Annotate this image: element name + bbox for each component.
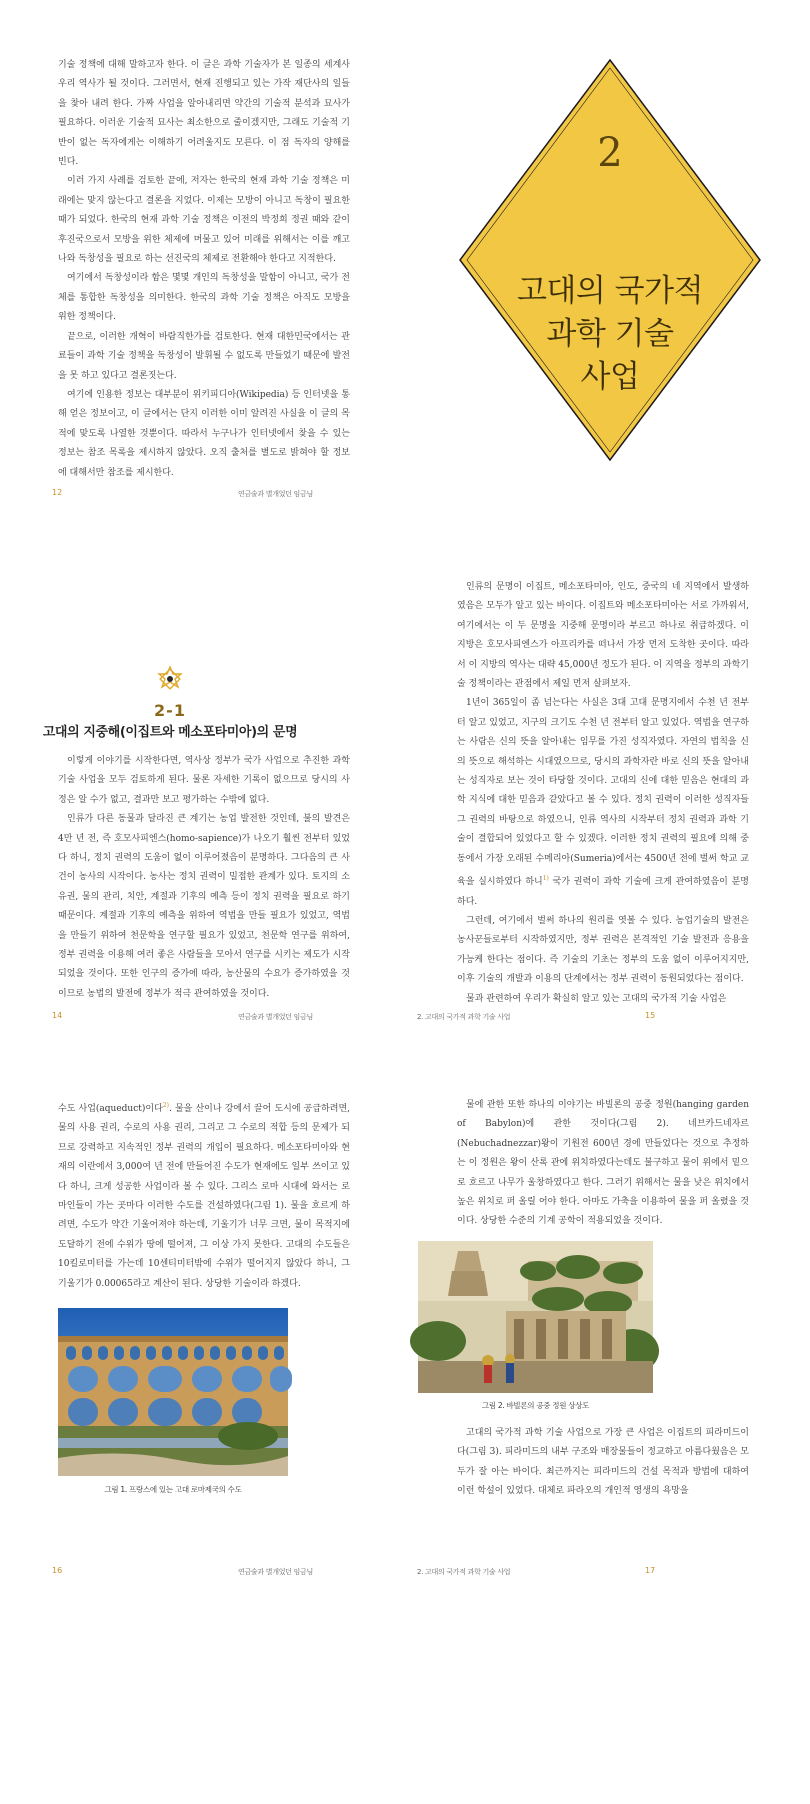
paragraph: 이렇게 이야기를 시작한다면, 역사상 정부가 국가 사업으로 추진한 과학 기술 사업을 모두 검토하게 된다. 물론 자세한 기록이 없으므로 당시의 사정은 알 수가 없고, 결과만 보고 평가하는 수밖에 없다.	[58, 756, 350, 805]
running-head: 연금술과 별개었던 임금님	[238, 490, 313, 498]
page-number: 17	[645, 1566, 656, 1575]
chapter-number: 2	[597, 130, 623, 176]
running-head: 2. 고대의 국가적 과학 기술 사업	[417, 1013, 511, 1021]
paragraph-text: 국가 권력이 과학 기술에 크게 관여하였음이 분명하다.	[457, 877, 749, 907]
running-head: 연금술과 별개었던 임금님	[238, 1568, 313, 1576]
page-15-body	[457, 578, 749, 1009]
chapter-title-line: 고대의 국가적	[516, 273, 704, 309]
hanging-garden-image	[418, 1241, 653, 1393]
paragraph: 물에 관한 또한 하나의 이야기는 바빌론의 공중 정원(hanging garden of Babylon)에 관한 것이다(그림 2). 네브카드네자르(Nebuchadnezzar)왕이 기원전 600년 경에 만들었다는 것으로 추정하는 이 정원은 왕이 산록 관에 위치하였다는데도 불구하고 물이 위에서 밑으로 흐르고 나무가 울창하였다고 한다. 그러기 위해서는 물을 낮은 위치에서 높은 위치로 퍼 올릴 어야 한다. 아마도 가축을 이용하여 물을 퍼 올렸을 것이다. 상당한 수준의 기계 공학이 적용되었을 것이다.	[457, 1100, 749, 1227]
footnote-ref: 1)	[542, 875, 549, 883]
figure-aqueduct-photo	[58, 1308, 288, 1476]
paragraph-text: . 물을 산이나 강에서 끌어 도시에 공급하려면, 물의 사용 권리, 수로의 사용 권리, 그리고 그 수로의 적합 등의 문제가 되므로 강력하고 지속적인 정부 권력의 개입이 필요하다. 메소포타미아와 현재의 이란에서 3,000여 년 전에 만들어진 수도가 현재에도 일부 쓰이고 있다 하니, 크게 성공한 사업이라 볼 수 있다. 그리스 로마 시대에 와서는 로마인들이 가는 곳마다 이러한 수도를 건설하였다(그림 1). 물을 흐르게 하려면, 수도가 약간 기울어져야 하는데, 기울기가 너무 크면, 물이 목적지에 도달하기 전에 수위가 땅에 떨어져, 그 이상 가지 못한다. 고대의 수도들은 10킬로미터를 가는데 10센티미터밖에 수위가 떨어지지 않았다 하니, 그 기울기가 0.00065라고 계산이 된다. 상당한 기술이라 하겠다.	[58, 1104, 350, 1289]
page-number: 14	[52, 1011, 63, 1020]
paragraph	[457, 694, 749, 911]
paragraph: 고대의 국가적 과학 기술 사업으로 가장 큰 사업은 이집트의 피라미드이다(그림 3). 피라미드의 내부 구조와 매장물들이 정교하고 아름다웠음은 모두가 잘 아는 바이다. 최근까지는 피라미드의 건설 목적과 방법에 대하여 이런 학설이 있었다. 대체로 파라오의 개인적 영생의 욕망을	[457, 1428, 749, 1497]
page-17	[405, 1100, 810, 1803]
page-number: 16	[52, 1566, 63, 1575]
page-number: 12	[52, 488, 63, 497]
section-number: 2-1	[154, 701, 186, 720]
paragraph: 인류의 문명이 이집트, 메소포타미아, 인도, 중국의 네 지역에서 발생하였음은 모두가 알고 있는 바이다. 이집트와 메소포타미아는 서로 가까워서, 여기에서는 이 두 문명을 지중해 문명이라 부르고 하나로 취급하겠다. 이 지방은 호모사피엔스가 아프리카를 떠나서 가장 먼저 도착한 곳이다. 따라서 이 지방의 역사는 대략 45,000년 정도가 된다. 이 지역을 정부의 과학기술 정책이라는 관점에서 제일 먼저 살펴보자.	[457, 582, 749, 690]
figure-caption: 그림 2. 바빌론의 공중 정원 상상도	[481, 1401, 590, 1410]
paragraph: 기술 정책에 대해 말하고자 한다. 이 글은 과학 기술자가 본 일종의 세계사 우리 역사가 될 것이다. 그러면서, 현재 진행되고 있는 가작 재단사의 일들을 찾아 내려 한다. 가짜 사업을 알아내리면 약간의 기술적 분석과 묘사가 필요하다. 이러운 기술적 묘사는 최소한으로 줄이겠지만, 그래도 기술적 기반이 없는 독자에게는 이해하기 어려울지도 모른다. 이 점 독자의 양해를 빈다.	[58, 60, 350, 168]
page-16-body	[58, 1096, 350, 1294]
chapter-title-line: 사업	[580, 359, 640, 395]
page-14-body	[58, 752, 350, 1004]
page-12	[0, 0, 405, 601]
paragraph-text: 수도 사업(aqueduct)이다	[58, 1104, 163, 1114]
paragraph: 여기에 인용한 정보는 대부분이 위키피디아(Wikipedia) 등 인터넷을 통해 얻은 정보이고, 이 글에서는 단지 이러한 이미 알려진 사실을 이 글의 목적에 맞도록 나열한 것뿐이다. 따라서 누구나가 인터넷에서 찾을 수 있는 정보는 참조 목록을 제시하지 않았다. 오직 출처를 별도로 밝혀야 할 정보에 대해서만 참조를 제시한다.	[58, 389, 350, 478]
section-title: 고대의 지중해(이집트와 메소포타미아)의 문명	[42, 725, 298, 740]
figure-hanging-garden-illustration	[418, 1241, 653, 1393]
paragraph	[58, 1096, 350, 1294]
section-emblem-icon	[157, 666, 183, 692]
paragraph: 물과 관련하여 우리가 확실히 알고 있는 고대의 국가적 기술 사업은	[466, 993, 727, 1004]
figure-caption: 그림 1. 프랑스에 있는 고대 로마제국의 수도	[104, 1485, 242, 1494]
paragraph-text: 1년이 365일이 좀 넘는다는 사실은 3대 고대 문명지에서 수천 년 전부터 알고 있었고, 지구의 크기도 수천 년 전부터 알고 있었다. 역법을 연구하는 사람은 신의 뜻을 알아내는 임무를 가진 성직자였다. 자연의 법칙을 신의 뜻으로 해석하는 시대였으므로, 당시의 과학자란 바로 신의 뜻을 알아내는 성직자로 보는 것이 타당할 것이다. 고대의 신에 대한 믿음은 현대의 과학 지식에 대한 믿음과 같았다고 볼 수 있다. 정치 권력이 이러한 성직자들 그 권력의 바탕으로 하였으니, 인류 역사의 시작부터 정치 권력과 과학 기술이 결합되어 있었다고 할 수 있겠다. 이러한 정치 권력의 필요에 의해 중동에서 가장 오래된 수메리아(Sumeria)에서는 4500년 전에 벌써 학교 교육을 실시하였다 하니	[457, 698, 749, 888]
chapter-title-line: 과학 기술	[546, 316, 674, 352]
footnote-ref: 2)	[162, 1102, 169, 1109]
page-17-body-bottom	[457, 1424, 749, 1502]
paragraph: 인류가 다른 동물과 달라진 큰 계기는 농업 발전한 것인데, 불의 발견은 4만 년 전, 즉 호모사피엔스(homo-sapience)가 나오기 훨씬 전부터 있었다 하니, 정치 권력의 도움이 없이 이루어졌음이 분명하다. 그다음의 큰 사건이 농사의 시작이다. 농사는 정치 권력이 밀접한 관계가 있다. 토지의 소유권, 물의 관리, 치안, 계절과 기후의 예측 등이 정치 권력을 필요로 하기 때문이다. 계절과 기후의 예측을 위하여 역법을 만들 필요가 있었고, 역법을 만들기 위하여 천문학을 연구할 필요가 있었고, 천문학 연구를 위하여, 정부 권력을 이용해 여러 좋은 사람들을 모아서 연구를 시키는 제도가 시작되었을 것이다. 또한 인구의 증가에 따라, 농산물의 수요가 증가하였을 것이므로 농법의 발전에 정부가 적극 관여하였을 것이다.	[58, 814, 350, 999]
running-head: 연금술과 별개었던 임금님	[238, 1013, 313, 1021]
chapter-title	[460, 270, 760, 399]
page-12-body	[58, 56, 350, 483]
page-16	[0, 1102, 405, 1803]
page-13	[405, 0, 810, 601]
paragraph: 끝으로, 이러한 개혁이 바람직한가를 검토한다. 현재 대한민국에서는 관료들이 과학 기술 정책을 독창성이 발휘될 수 없도록 만들었기 때문에 발전을 못 하고 있다고 결론짓는다.	[58, 331, 350, 381]
aqueduct-image	[58, 1308, 288, 1476]
paragraph: 그런데, 여기에서 벌써 하나의 원리를 엿볼 수 있다. 농업기술의 발전은 농사꾼들로부터 시작하였지만, 정부 권력은 본격적인 기술 발전과 응용을 가능케 한다는 점이다. 즉 기술의 기초는 정부의 도움 없이 이루어지지만, 이후 기술의 개발과 이용의 단계에서는 정부 권력이 동원되었다는 점이다.	[457, 915, 749, 985]
paragraph: 이러 가지 사례를 검토한 끝에, 저자는 한국의 현재 과학 기술 정책은 미래에는 맞지 않는다고 결론을 지었다. 이제는 모방이 아니고 독창이 필요한 때가 되었다. 한국의 현재 과학 기술 정책은 이전의 박정희 정권 때와 같이 후진국으로서 모방을 위한 체제에 머물고 있어 미래를 위해서는 이를 깨고 나와 독창성을 필요로 하는 선진국의 체제로 전환해야 한다고 지적한다.	[58, 176, 350, 265]
chapter-opener	[460, 60, 760, 530]
page-number: 15	[645, 1011, 656, 1020]
paragraph: 여기에서 독창성이라 함은 몇몇 개인의 독창성을 말함이 아니고, 국가 전체를 통합한 독창성을 의미한다. 한국의 과학 기술 정책은 아직도 모방을 위한 정책이다.	[58, 273, 350, 323]
page-17-body-top	[457, 1096, 749, 1232]
running-head: 2. 고대의 국가적 과학 기술 사업	[417, 1568, 511, 1576]
